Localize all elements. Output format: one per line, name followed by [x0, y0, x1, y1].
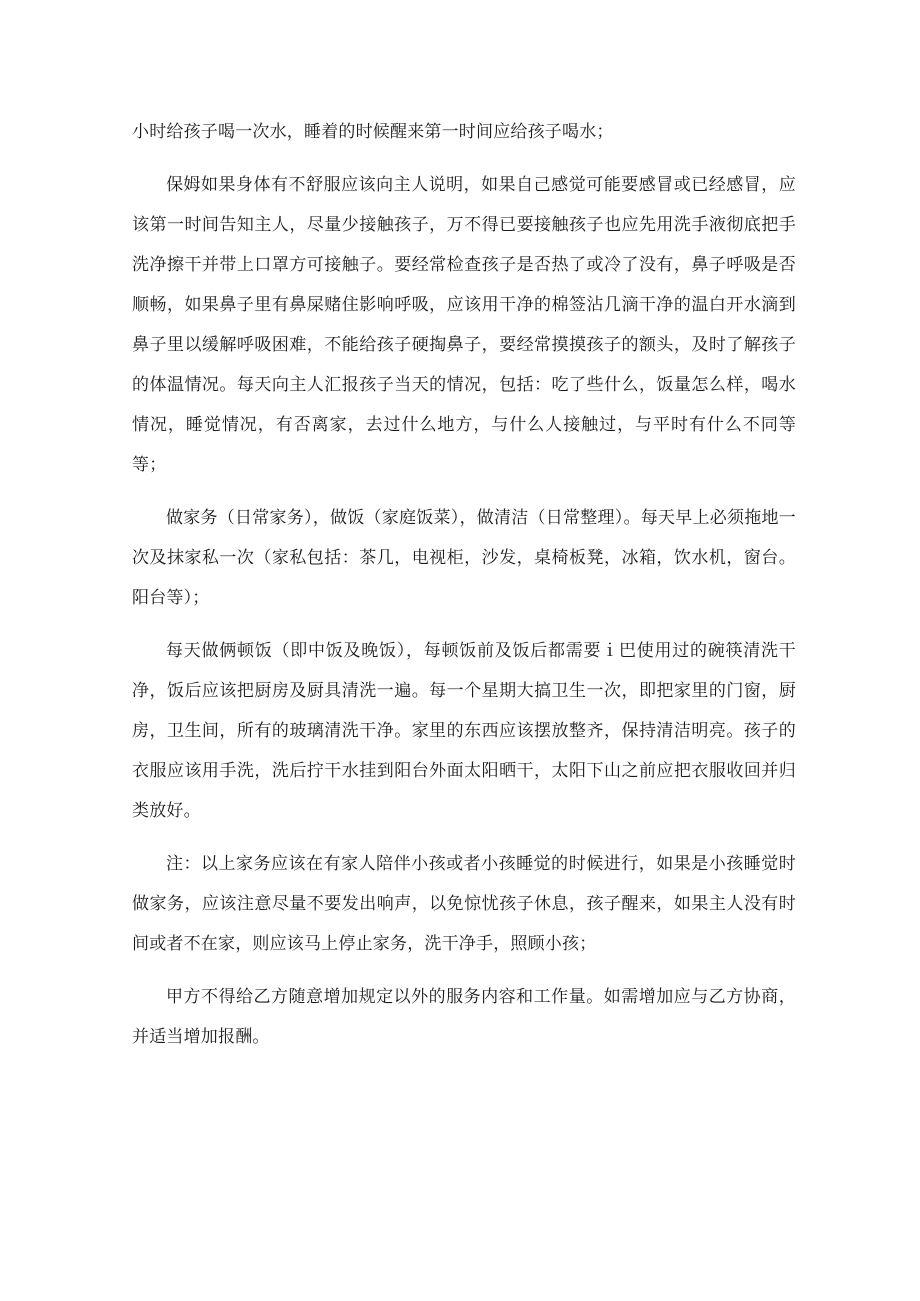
paragraph-cooking-cleaning: 每天做俩顿饭（即中饭及晚饭），每顿饭前及饭后都需要ｉ巴使用过的碗筷清洗干净，饭后应该把厨房及厨具清洗一遍。每一个星期大搞卫生一次，即把家里的门窗，厨房，卫生间，所有的玻璃清洗干净。家里的东西应该摆放整齐，保持清洁明亮。孩子的衣服应该用手洗，洗后拧干水挂到阳台外面太阳晒干，太阳下山之前应把衣服收回并归类放好。	[132, 641, 796, 821]
paragraph-nanny-health: 保姆如果身体有不舒服应该向主人说明，如果自己感觉可能要感冒或已经感冒，应该第一时间告知主人，尽量少接触孩子，万不得已要接触孩子也应先用洗手液彻底把手洗净擦干并带上口罩方可接触子。要经常检查孩子是否热了或冷了没有，鼻子呼吸是否顺畅，如果鼻子里有鼻屎赌住影响呼吸，应该用干净的棉签沾几滴干净的温白开水滴到鼻子里以缓解呼吸困难，不能给孩子硬掏鼻子，要经常摸摸孩子的额头，及时了解孩子的体温情况。每天向主人汇报孩子当天的情况，包括：吃了些什么，饭量怎么样，喝水情况，睡觉情况，有否离家，去过什么地方，与什么人接触过，与平时有什么不同等等；	[132, 175, 796, 475]
paragraph-continuation: 小时给孩子喝一次水，睡着的时候醒来第一时间应给孩子喝水；	[132, 122, 614, 142]
document-body	[132, 112, 796, 1070]
paragraph-housework: 做家务（日常家务），做饭（家庭饭菜），做清洁（日常整理）。每天早上必须拖地一次及抹家私一次（家私包括：茶几，电视柜，沙发，桌椅板凳，冰箱，饮水机，窗台。阳台等）；	[132, 508, 796, 608]
paragraph-note: 注：以上家务应该在有家人陪伴小孩或者小孩睡觉的时候进行，如果是小孩睡觉时做家务，应该注意尽量不要发出响声，以免惊忧孩子休息，孩子醒来，如果主人没有时间或者不在家，则应该马上停止家务，洗干净手，照顾小孩；	[132, 854, 796, 954]
paragraph-extra-work: 甲方不得给乙方随意增加规定以外的服务内容和工作量。如需增加应与乙方协商，并适当增加报酬。	[132, 987, 796, 1047]
